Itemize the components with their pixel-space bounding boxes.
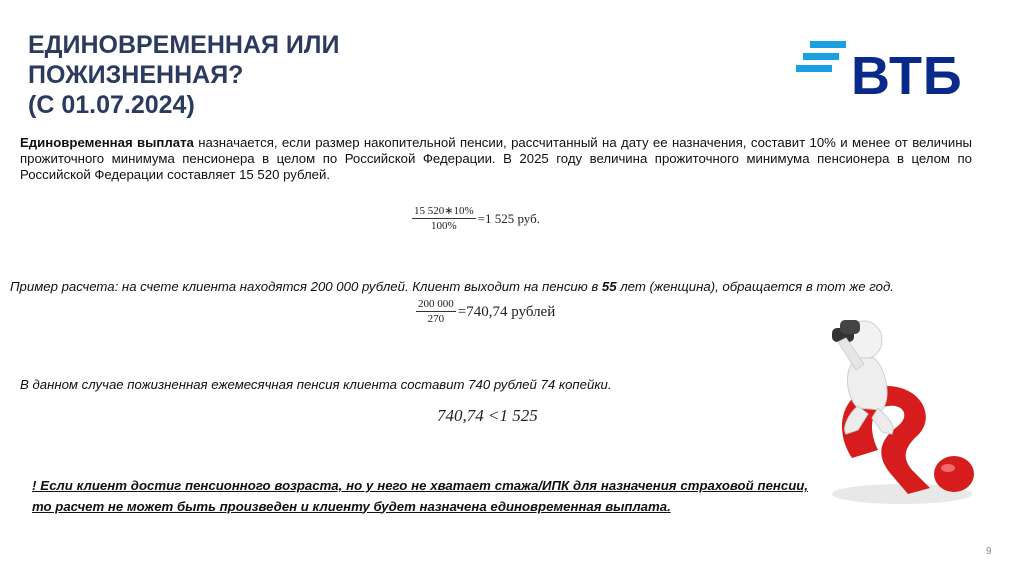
- example-part-3: лет (женщина), обращается в тот же год.: [616, 279, 894, 294]
- slide-title: [28, 30, 488, 120]
- formula-minimum-result: =1 525 руб.: [477, 211, 540, 226]
- warning-note: ! Если клиент достиг пенсионного возраста, но у него не хватает стажа/ИПК для назначения страховой пенсии, то расчет не может быть произведен и клиенту будет назначена единовременная выплата.: [32, 478, 808, 514]
- formula-minimum-numerator: 15 520∗10%: [414, 205, 474, 217]
- case-text: В данном случае пожизненная ежемесячная пенсия клиента составит 740 рублей 74 копейки.: [20, 377, 612, 392]
- formula-pension: [416, 298, 555, 326]
- formula-pension-denominator: 270: [427, 313, 445, 325]
- example-part-2: рублей. Клиент выходит на пенсию в: [358, 279, 602, 294]
- page-number: 9: [986, 546, 992, 557]
- example-age: 55: [601, 279, 617, 294]
- question-mark-dot: [934, 456, 974, 492]
- definition-paragraph: [20, 135, 972, 183]
- title-line-1: ЕДИНОВРЕМЕННАЯ ИЛИ: [28, 31, 340, 59]
- title-line-3: (С 01.07.2024): [28, 91, 195, 119]
- definition-text: назначается, если размер накопительной пенсии, рассчитанный на дату ее назначения, составит 10% и менее от величины прожиточного минимума пенсионера в целом по Российской Федерации. В 2025 году величина прожиточного минимума пенсионера в целом по Российской Федерации составляет 15 520 рублей.: [20, 135, 973, 182]
- title-line-2: ПОЖИЗНЕННАЯ?: [28, 61, 244, 89]
- logo-bars-icon: [796, 41, 848, 75]
- formula-minimum: [412, 205, 540, 233]
- example-amount: 200 000: [310, 279, 359, 294]
- definition-lead: Единовременная выплата: [20, 135, 194, 150]
- formula-pension-fraction: [416, 298, 456, 326]
- comparison-formula: 740,74 <1 525: [437, 406, 538, 425]
- example-text: [10, 279, 1020, 295]
- question-mark-figure-illustration: [812, 318, 982, 508]
- figure-leg-right: [872, 408, 893, 434]
- formula-pension-numerator: 200 000: [418, 298, 454, 310]
- binoculars-icon-2: [840, 320, 860, 334]
- formula-pension-result: =740,74 рублей: [457, 303, 556, 320]
- example-part-1: Пример расчета: на счете клиента находятся: [10, 279, 311, 294]
- dot-highlight: [941, 464, 955, 472]
- formula-minimum-denominator: 100%: [430, 220, 457, 232]
- vtb-logo: [796, 41, 966, 105]
- formula-minimum-fraction: [412, 205, 476, 233]
- logo-text: ВТБ: [851, 46, 963, 106]
